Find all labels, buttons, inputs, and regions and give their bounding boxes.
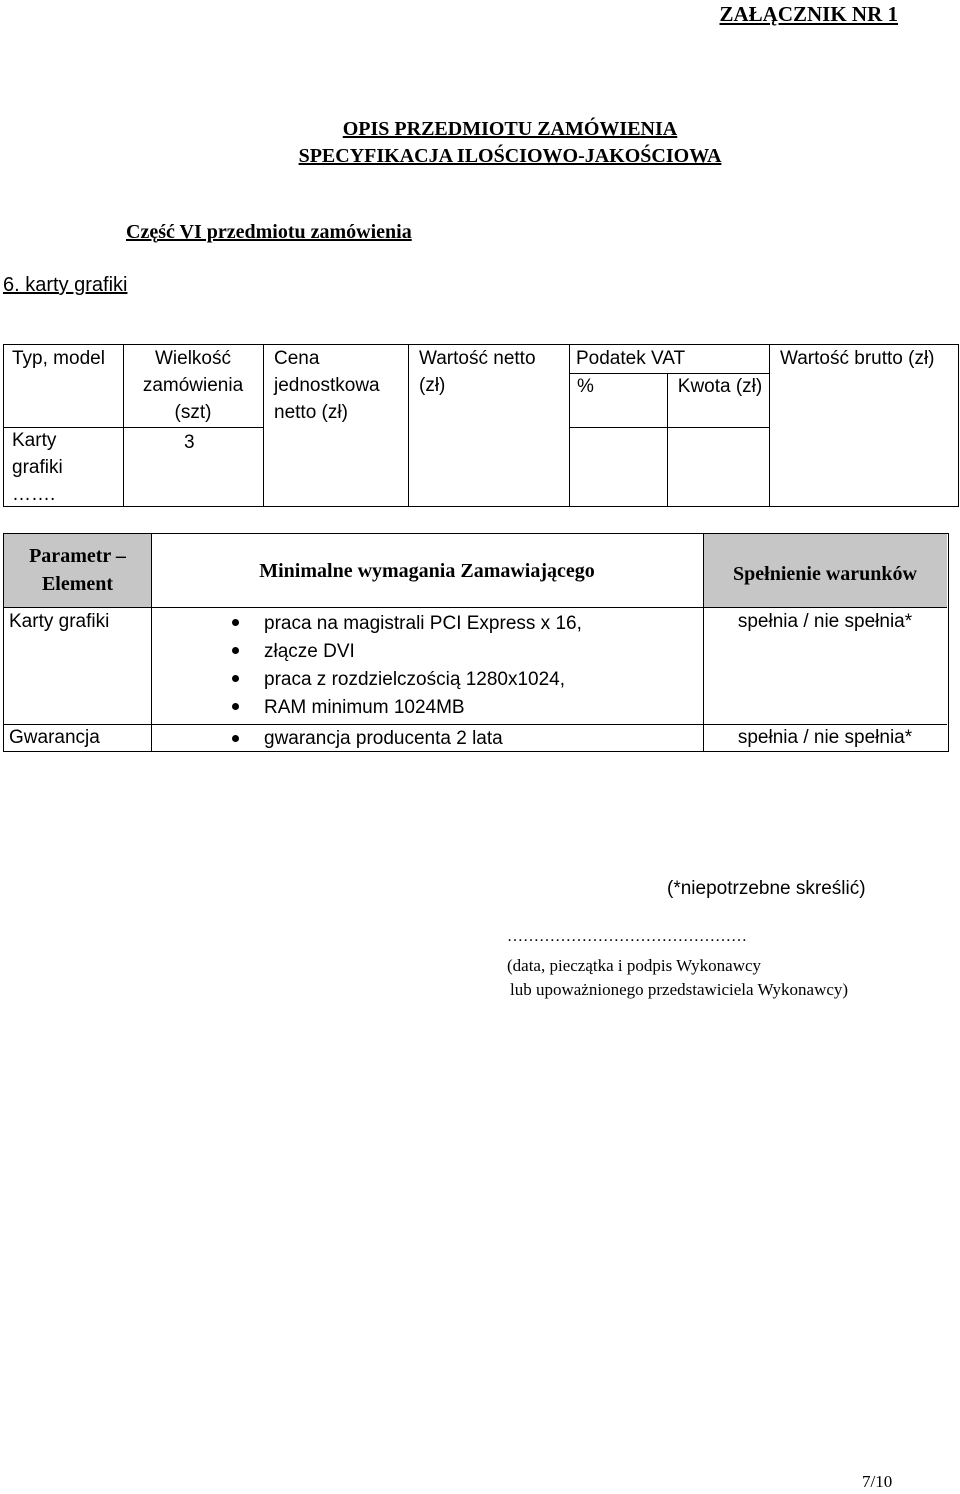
header-parameter: Parametr – Element	[29, 545, 126, 595]
header-quantity: Wielkość zamówienia (szt)	[142, 348, 244, 423]
header-vat-percent: %	[577, 376, 594, 397]
row-element-cards: Karty grafiki	[9, 611, 110, 632]
header-requirements: Minimalne wymagania Zamawiającego	[259, 560, 595, 582]
bullet-icon	[232, 675, 239, 682]
section-heading: 6. karty grafiki	[3, 274, 128, 296]
page-number: 7/10	[862, 1472, 893, 1491]
bullet-icon	[232, 703, 239, 710]
part-heading: Część VI przedmiotu zamówienia	[126, 221, 412, 243]
header-vat: Podatek VAT	[576, 348, 686, 369]
footnote: (*niepotrzebne skreślić)	[667, 878, 866, 899]
header-net-value: Wartość netto (zł)	[419, 348, 536, 396]
requirement-item: gwarancja producenta 2 lata	[264, 728, 503, 749]
row-type-model: Karty grafiki …….	[12, 430, 63, 505]
requirement-item: praca na magistrali PCI Express x 16,	[264, 613, 582, 634]
document-title: OPIS PRZEDMIOTU ZAMÓWIENIA	[342, 118, 678, 140]
pricing-table	[3, 344, 959, 507]
row-element-warranty: Gwarancja	[9, 727, 100, 748]
header-fulfillment: Spełnienie warunków	[733, 563, 917, 585]
row-quantity: 3	[184, 432, 195, 453]
header-type-model: Typ, model	[12, 348, 105, 369]
signature-caption-2: lub upoważnionego przedstawiciela Wykonawcy)	[510, 980, 849, 999]
requirement-item: RAM minimum 1024MB	[264, 697, 465, 718]
annex-label: ZAŁĄCZNIK NR 1	[719, 2, 898, 26]
signature-line: ………………………………………	[507, 928, 747, 945]
header-gross-value: Wartość brutto (zł)	[780, 348, 935, 369]
requirement-item: złącze DVI	[264, 641, 355, 662]
requirements-table	[3, 533, 949, 752]
header-vat-amount: Kwota (zł)	[677, 376, 763, 397]
header-unit-price: Cena jednostkowa netto (zł)	[274, 348, 380, 423]
signature-caption-1: (data, pieczątka i podpis Wykonawcy	[507, 956, 762, 975]
document-subtitle: SPECYFIKACJA ILOŚCIOWO-JAKOŚCIOWA	[298, 145, 722, 167]
requirement-item: praca z rozdzielczością 1280x1024,	[264, 669, 566, 690]
fulfillment-warranty: spełnia / nie spełnia*	[737, 727, 913, 748]
bullet-icon	[232, 619, 239, 626]
fulfillment-cards: spełnia / nie spełnia*	[737, 611, 913, 632]
bullet-icon	[232, 735, 239, 742]
bullet-icon	[232, 647, 239, 654]
